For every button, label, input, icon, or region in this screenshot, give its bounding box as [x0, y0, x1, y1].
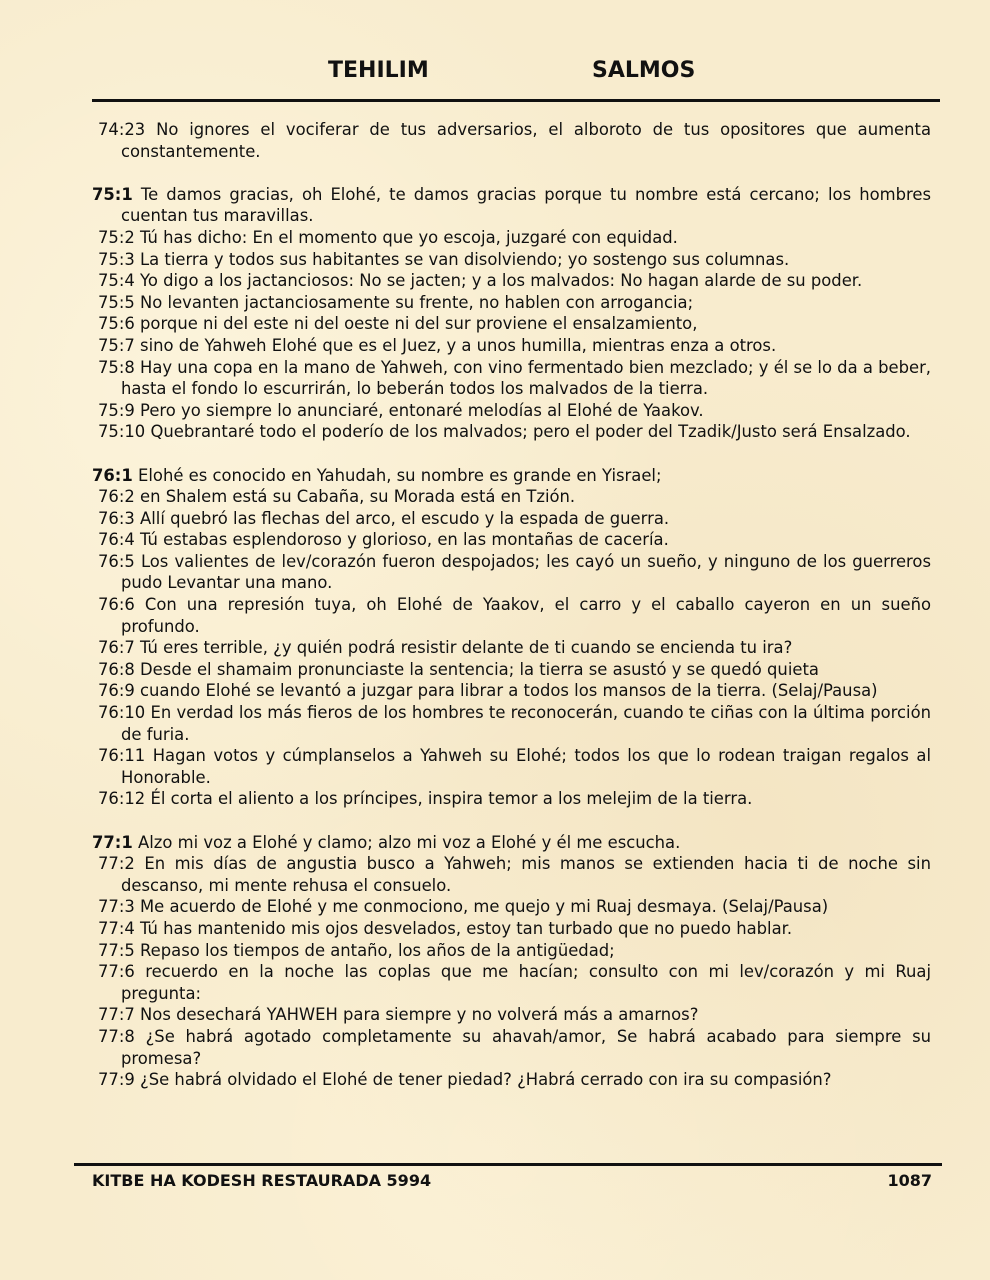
- verse: [92, 940, 931, 962]
- verse: [92, 270, 931, 292]
- verse-text: Los valientes de lev/corazón fueron despojados; les cayó un sueño, y ninguno de los guerreros pudo Levantar una mano.: [121, 551, 932, 593]
- header-book-spanish: SALMOS: [592, 58, 696, 83]
- verse-text: Con una represión tuya, oh Elohé de Yaakov, el carro y el caballo cayeron en un sueño profundo.: [121, 595, 931, 636]
- verse-number: 75:5: [98, 292, 135, 312]
- verse: [92, 594, 931, 637]
- verse-number: 76:8: [98, 659, 135, 679]
- verse-text: Te damos gracias, oh Elohé, te damos gracias porque tu nombre está cercano; los hombres cuentan tus maravillas.: [121, 184, 931, 226]
- verse-text: Nos desechará YAHWEH para siempre y no volverá más a amarnos?: [140, 1005, 699, 1025]
- verse: [92, 184, 931, 227]
- verse-number: 74:23: [98, 120, 146, 139]
- verse-text: Tú eres terrible, ¿y quién podrá resistir delante de ti cuando se encienda tu ira?: [140, 638, 793, 658]
- verse-text: Me acuerdo de Elohé y me conmociono, me quejo y mi Ruaj desmaya. (Selaj/Pausa): [140, 897, 829, 917]
- verse-number: 75:8: [98, 357, 135, 377]
- verse-text: porque ni del este ni del oeste ni del sur proviene el ensalzamiento,: [140, 314, 698, 334]
- verse-text: Él corta el aliento a los príncipes, inspira temor a los melejim de la tierra.: [150, 789, 753, 809]
- verse: [92, 486, 931, 508]
- verse: [92, 529, 931, 551]
- verse: [92, 788, 931, 810]
- verse: [92, 357, 931, 400]
- verse-number: 76:2: [98, 487, 135, 507]
- verse-number: 75:6: [98, 314, 135, 334]
- verse-text: Allí quebró las flechas del arco, el escudo y la espada de guerra.: [140, 508, 670, 528]
- verse-number: 76:11: [98, 746, 146, 766]
- verse-number: 76:3: [98, 508, 135, 528]
- verse: [92, 292, 931, 314]
- verse-text: ¿Se habrá olvidado el Elohé de tener piedad? ¿Habrá cerrado con ira su compasión?: [140, 1070, 832, 1090]
- verse-number: 75:10: [98, 422, 146, 442]
- verse-number: 77:9: [98, 1070, 135, 1090]
- verse-number: 77:5: [98, 940, 135, 960]
- verse: [92, 961, 931, 1004]
- verse-text: ¿Se habrá agotado completamente su ahavah/amor, Se habrá acabado para siempre su promesa?: [121, 1026, 931, 1068]
- verse-number: 76:6: [98, 595, 135, 615]
- verse-number: 76:4: [98, 530, 135, 550]
- verse-text: Tú has dicho: En el momento que yo escoja, juzgaré con equidad.: [140, 227, 678, 247]
- chapter-start-number: 77:1: [92, 832, 133, 852]
- verse: [92, 551, 931, 594]
- footer-title: KITBE HA KODESH RESTAURADA 5994: [92, 1171, 432, 1190]
- verse-text: Alzo mi voz a Elohé y clamo; alzo mi voz a Elohé y él me escucha.: [138, 832, 681, 852]
- verse-number: 77:6: [98, 962, 135, 982]
- footer-rule: [74, 1163, 942, 1166]
- verse-text: No levanten jactanciosamente su frente, no hablen con arrogancia;: [140, 292, 694, 312]
- verse-text: La tierra y todos sus habitantes se van disolviendo; yo sostengo sus columnas.: [140, 249, 790, 269]
- chapter-start-number: 75:1: [92, 184, 133, 204]
- verse-text: Elohé es conocido en Yahudah, su nombre es grande en Yisrael;: [138, 465, 662, 485]
- header-book-hebrew: TEHILIM: [328, 58, 429, 83]
- verse: [92, 832, 931, 854]
- verse-text: cuando Elohé se levantó a juzgar para librar a todos los mansos de la tierra. (Selaj/Pausa): [140, 681, 878, 701]
- verse: [92, 680, 931, 702]
- verse: [92, 1026, 931, 1069]
- verse: [92, 465, 931, 487]
- verse-number: 77:8: [98, 1026, 135, 1046]
- verse: [92, 745, 931, 788]
- verse: [92, 637, 931, 659]
- verse-number: 77:2: [98, 854, 135, 874]
- page-header: [0, 58, 990, 92]
- verse-text: En verdad los más fieros de los hombres te reconocerán, cuando te ciñas con la última porción de furia.: [121, 703, 931, 744]
- verse-text: Desde el shamaim pronunciaste la sentencia; la tierra se asustó y se quedó quieta: [140, 659, 819, 679]
- verse-number: 76:10: [98, 703, 146, 723]
- verse-text: No ignores el vociferar de tus adversarios, el alboroto de tus opositores que aumenta constantemente.: [121, 120, 931, 161]
- page-footer: [92, 1171, 932, 1195]
- chapter-gap: [92, 162, 931, 184]
- verse-text: Tú has mantenido mis ojos desvelados, estoy tan turbado que no puedo hablar.: [140, 918, 793, 938]
- verse: [92, 853, 931, 896]
- verse-number: 77:3: [98, 897, 135, 917]
- verse-number: 76:5: [98, 551, 135, 571]
- verse-number: 75:7: [98, 335, 135, 355]
- verse-number: 75:4: [98, 271, 135, 291]
- verse-text: Pero yo siempre lo anunciaré, entonaré melodías al Elohé de Yaakov.: [140, 400, 704, 420]
- verse: [92, 335, 931, 357]
- verse-text: Yo digo a los jactanciosos: No se jacten; y a los malvados: No hagan alarde de su poder.: [140, 271, 863, 291]
- verse: [92, 918, 931, 940]
- verse: [92, 1069, 931, 1091]
- verse: [92, 119, 931, 162]
- verse: [92, 400, 931, 422]
- verse-number: 76:7: [98, 638, 135, 658]
- verse: [92, 249, 931, 271]
- verse: [92, 508, 931, 530]
- verse: [92, 313, 931, 335]
- verse-number: 75:9: [98, 400, 135, 420]
- verse-text: Hay una copa en la mano de Yahweh, con vino fermentado bien mezclado; y él se lo da a beber, hasta el fondo lo escurrirán, lo beberán todos los malvados de la tierra.: [121, 357, 932, 399]
- header-rule: [92, 99, 940, 102]
- verse: [92, 421, 931, 443]
- chapter-gap: [92, 810, 931, 832]
- verse-number: 76:9: [98, 681, 135, 701]
- verse: [92, 227, 931, 249]
- verse-number: 77:4: [98, 918, 135, 938]
- verse-text: Hagan votos y cúmplanselos a Yahweh su Elohé; todos los que lo rodean traigan regalos al Honorable.: [121, 746, 932, 787]
- verse: [92, 1004, 931, 1026]
- chapter-gap: [92, 443, 931, 465]
- verse-list: [92, 119, 931, 1091]
- verse-text: recuerdo en la noche las coplas que me hacían; consulto con mi lev/corazón y mi Ruaj pregunta:: [121, 962, 931, 1003]
- verse-text: Repaso los tiempos de antaño, los años de la antigüedad;: [140, 940, 615, 960]
- verse-text: Tú estabas esplendoroso y glorioso, en las montañas de cacería.: [140, 530, 669, 550]
- chapter-start-number: 76:1: [92, 465, 133, 485]
- verse-text: En mis días de angustia busco a Yahweh; mis manos se extienden hacia ti de noche sin descanso, mi mente rehusa el consuelo.: [121, 854, 931, 895]
- verse: [92, 659, 931, 681]
- verse-text: en Shalem está su Cabaña, su Morada está en Tzión.: [140, 487, 576, 507]
- verse-number: 75:3: [98, 249, 135, 269]
- verse-number: 76:12: [98, 789, 146, 809]
- verse: [92, 896, 931, 918]
- verse-number: 77:7: [98, 1005, 135, 1025]
- verse-text: sino de Yahweh Elohé que es el Juez, y a unos humilla, mientras enza a otros.: [140, 335, 777, 355]
- verse-number: 75:2: [98, 227, 135, 247]
- verse-text: Quebrantaré todo el poderío de los malvados; pero el poder del Tzadik/Justo será Ensalzado.: [150, 422, 911, 442]
- page-number: 1087: [887, 1171, 932, 1190]
- verse: [92, 702, 931, 745]
